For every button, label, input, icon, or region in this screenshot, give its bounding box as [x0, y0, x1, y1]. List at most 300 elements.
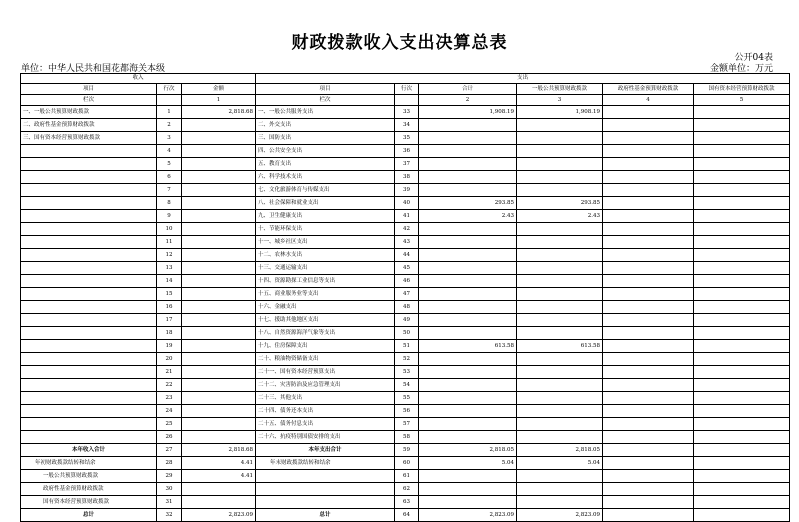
expense-state-capital	[694, 379, 790, 392]
expense-total	[419, 314, 517, 327]
income-line-no: 4	[157, 145, 182, 158]
income-item: 国有资本经营预算财政拨款	[21, 496, 157, 509]
table-row	[21, 392, 790, 405]
expense-item: 九、卫生健康支出	[256, 210, 395, 223]
expense-general-budget	[517, 496, 603, 509]
expense-general-budget: 2.43	[517, 210, 603, 223]
expense-general-budget	[517, 483, 603, 496]
expense-line-no: 36	[395, 145, 419, 158]
income-amount: 4.41	[182, 470, 256, 483]
income-amount	[182, 197, 256, 210]
income-line-no: 32	[157, 509, 182, 522]
income-item	[21, 210, 157, 223]
income-item	[21, 366, 157, 379]
income-amount	[182, 158, 256, 171]
income-amount	[182, 327, 256, 340]
income-item: 二、政府性基金预算财政拨款	[21, 119, 157, 132]
expense-state-capital	[694, 236, 790, 249]
income-item: 政府性基金预算财政拨款	[21, 483, 157, 496]
expense-item: 本年支出合计	[256, 444, 395, 457]
income-item	[21, 288, 157, 301]
expense-line-no: 46	[395, 275, 419, 288]
expense-general-budget	[517, 366, 603, 379]
expense-item: 十七、援助其他地区支出	[256, 314, 395, 327]
expense-gov-fund	[603, 496, 694, 509]
expense-total: 5.04	[419, 457, 517, 470]
income-line-no: 31	[157, 496, 182, 509]
income-line-no: 18	[157, 327, 182, 340]
expense-state-capital	[694, 314, 790, 327]
expense-item: 十三、交通运输支出	[256, 262, 395, 275]
expense-state-capital	[694, 223, 790, 236]
income-amount: 2,818.68	[182, 444, 256, 457]
income-line-no: 14	[157, 275, 182, 288]
income-amount	[182, 405, 256, 418]
expense-item: 二十五、债务付息支出	[256, 418, 395, 431]
expense-total	[419, 379, 517, 392]
general-budget-header: 一般公共预算财政拨款	[517, 84, 603, 95]
expense-general-budget	[517, 158, 603, 171]
table-row	[21, 249, 790, 262]
expense-general-budget	[517, 327, 603, 340]
expense-state-capital	[694, 145, 790, 158]
expense-general-budget	[517, 236, 603, 249]
expense-line-no: 42	[395, 223, 419, 236]
income-line-no: 17	[157, 314, 182, 327]
expense-gov-fund	[603, 275, 694, 288]
income-amount	[182, 210, 256, 223]
expense-total-header: 合计	[419, 84, 517, 95]
income-amount: 4.41	[182, 457, 256, 470]
expense-total	[419, 236, 517, 249]
expense-total	[419, 262, 517, 275]
income-line-no: 30	[157, 483, 182, 496]
expense-item: 十四、资源勘探工业信息等支出	[256, 275, 395, 288]
expense-line-no: 34	[395, 119, 419, 132]
expense-line-no: 43	[395, 236, 419, 249]
expense-gov-fund	[603, 236, 694, 249]
report-title: 财政拨款收入支出决算总表	[291, 33, 508, 53]
expense-line-no: 38	[395, 171, 419, 184]
expense-col-label: 栏次	[256, 95, 395, 106]
income-amount	[182, 288, 256, 301]
income-item: 一、一般公共预算财政拨款	[21, 106, 157, 119]
table-row	[21, 496, 790, 509]
expense-gov-fund	[603, 314, 694, 327]
expense-line-no: 63	[395, 496, 419, 509]
expense-general-budget	[517, 249, 603, 262]
expense-total	[419, 496, 517, 509]
expense-item: 四、公共安全支出	[256, 145, 395, 158]
expense-line-no: 41	[395, 210, 419, 223]
expense-state-capital	[694, 132, 790, 145]
income-line-no: 24	[157, 405, 182, 418]
table-row	[21, 314, 790, 327]
header-row-col-numbers	[21, 95, 790, 106]
expense-state-capital	[694, 210, 790, 223]
expense-line-no: 39	[395, 184, 419, 197]
expense-general-budget: 613.58	[517, 340, 603, 353]
income-amount	[182, 171, 256, 184]
expense-line-no: 44	[395, 249, 419, 262]
income-amount	[182, 184, 256, 197]
income-line-no: 13	[157, 262, 182, 275]
expense-col-4: 4	[603, 95, 694, 106]
expense-item: 十五、商业服务业等支出	[256, 288, 395, 301]
expense-state-capital	[694, 496, 790, 509]
expense-gov-fund	[603, 470, 694, 483]
expense-line-no: 53	[395, 366, 419, 379]
income-amount	[182, 236, 256, 249]
expense-state-capital	[694, 431, 790, 444]
header-row-group	[21, 74, 790, 84]
expense-item	[256, 483, 395, 496]
income-col-label: 栏次	[21, 95, 157, 106]
expense-line-no: 62	[395, 483, 419, 496]
expense-line-no: 60	[395, 457, 419, 470]
income-item	[21, 197, 157, 210]
expense-total	[419, 418, 517, 431]
expense-general-budget: 5.04	[517, 457, 603, 470]
expense-general-budget	[517, 275, 603, 288]
income-item	[21, 249, 157, 262]
income-line-header: 行次	[157, 84, 182, 95]
income-line-no: 16	[157, 301, 182, 314]
table-row	[21, 184, 790, 197]
expense-gov-fund	[603, 483, 694, 496]
expense-state-capital	[694, 327, 790, 340]
amount-unit: 金额单位：万元	[709, 64, 773, 74]
expense-total	[419, 249, 517, 262]
expense-total	[419, 431, 517, 444]
expense-col-3: 3	[517, 95, 603, 106]
expense-state-capital	[694, 444, 790, 457]
expense-line-no: 48	[395, 301, 419, 314]
expense-total	[419, 301, 517, 314]
expense-state-capital	[694, 197, 790, 210]
income-amount	[182, 262, 256, 275]
expense-gov-fund	[603, 158, 694, 171]
expense-total: 293.85	[419, 197, 517, 210]
expense-line-no: 54	[395, 379, 419, 392]
expense-general-budget	[517, 145, 603, 158]
expense-general-budget: 2,818.05	[517, 444, 603, 457]
expense-state-capital	[694, 366, 790, 379]
income-amount	[182, 431, 256, 444]
income-item	[21, 405, 157, 418]
expense-gov-fund	[603, 249, 694, 262]
income-item	[21, 379, 157, 392]
table-row	[21, 431, 790, 444]
income-line-no: 29	[157, 470, 182, 483]
income-line-no: 3	[157, 132, 182, 145]
income-amount: 2,823.09	[182, 509, 256, 522]
expense-item: 八、社会保障和就业支出	[256, 197, 395, 210]
income-amount	[182, 496, 256, 509]
expense-state-capital	[694, 106, 790, 119]
expense-header: 支出	[256, 74, 790, 84]
income-item	[21, 184, 157, 197]
expense-total	[419, 366, 517, 379]
expense-total: 613.58	[419, 340, 517, 353]
expense-item: 十一、城乡社区支出	[256, 236, 395, 249]
income-amount-header: 金额	[182, 84, 256, 95]
expense-line-no: 35	[395, 132, 419, 145]
summary-table	[20, 73, 790, 522]
income-item: 三、国有资本经营预算财政拨款	[21, 132, 157, 145]
expense-general-budget	[517, 470, 603, 483]
expense-line-no: 57	[395, 418, 419, 431]
expense-total: 2.43	[419, 210, 517, 223]
expense-item	[256, 470, 395, 483]
income-amount	[182, 132, 256, 145]
income-amount	[182, 301, 256, 314]
expense-gov-fund	[603, 379, 694, 392]
expense-line-no: 51	[395, 340, 419, 353]
income-amount	[182, 119, 256, 132]
expense-item: 一、一般公共服务支出	[256, 106, 395, 119]
expense-gov-fund	[603, 392, 694, 405]
expense-gov-fund	[603, 457, 694, 470]
expense-general-budget	[517, 132, 603, 145]
income-amount	[182, 418, 256, 431]
expense-gov-fund	[603, 132, 694, 145]
expense-item: 十八、自然资源海洋气象等支出	[256, 327, 395, 340]
income-col-1: 1	[182, 95, 256, 106]
table-row	[21, 366, 790, 379]
expense-item: 三、国防支出	[256, 132, 395, 145]
table-row	[21, 210, 790, 223]
expense-state-capital	[694, 509, 790, 522]
expense-state-capital	[694, 392, 790, 405]
expense-total: 2,818.05	[419, 444, 517, 457]
income-item	[21, 223, 157, 236]
expense-general-budget	[517, 171, 603, 184]
table-row	[21, 223, 790, 236]
income-line-no: 15	[157, 288, 182, 301]
expense-total	[419, 171, 517, 184]
expense-general-budget	[517, 431, 603, 444]
expense-total	[419, 119, 517, 132]
income-amount	[182, 353, 256, 366]
expense-line-no: 45	[395, 262, 419, 275]
expense-gov-fund	[603, 145, 694, 158]
expense-line-no: 50	[395, 327, 419, 340]
expense-general-budget	[517, 262, 603, 275]
state-capital-header: 国有资本经营预算财政拨款	[694, 84, 790, 95]
income-item	[21, 158, 157, 171]
expense-general-budget	[517, 353, 603, 366]
expense-gov-fund	[603, 340, 694, 353]
income-amount	[182, 379, 256, 392]
expense-total	[419, 353, 517, 366]
income-line-no: 2	[157, 119, 182, 132]
table-row	[21, 327, 790, 340]
expense-total	[419, 132, 517, 145]
expense-general-budget	[517, 184, 603, 197]
income-item	[21, 145, 157, 158]
expense-line-no: 49	[395, 314, 419, 327]
expense-state-capital	[694, 288, 790, 301]
income-line-no: 22	[157, 379, 182, 392]
expense-total: 1,908.19	[419, 106, 517, 119]
table-row	[21, 197, 790, 210]
income-item	[21, 301, 157, 314]
income-line-no: 26	[157, 431, 182, 444]
income-line-no: 23	[157, 392, 182, 405]
expense-item: 十二、农林水支出	[256, 249, 395, 262]
expense-general-budget	[517, 314, 603, 327]
table-row	[21, 457, 790, 470]
income-amount	[182, 314, 256, 327]
income-line-no: 20	[157, 353, 182, 366]
expense-gov-fund	[603, 301, 694, 314]
expense-item: 年末财政拨款结转和结余	[256, 457, 395, 470]
income-amount	[182, 249, 256, 262]
income-amount: 2,818.68	[182, 106, 256, 119]
expense-state-capital	[694, 158, 790, 171]
income-amount	[182, 366, 256, 379]
expense-general-budget	[517, 418, 603, 431]
income-item: 本年收入合计	[21, 444, 157, 457]
income-item	[21, 275, 157, 288]
expense-item: 二十、粮油物资储备支出	[256, 353, 395, 366]
income-line-no: 27	[157, 444, 182, 457]
expense-general-budget	[517, 223, 603, 236]
expense-gov-fund	[603, 509, 694, 522]
income-amount	[182, 275, 256, 288]
table-row	[21, 132, 790, 145]
income-line-no: 21	[157, 366, 182, 379]
form-code: 公开04表	[734, 53, 773, 63]
income-line-no: 5	[157, 158, 182, 171]
income-item: 一般公共预算财政拨款	[21, 470, 157, 483]
table-row	[21, 379, 790, 392]
expense-total	[419, 288, 517, 301]
expense-state-capital	[694, 340, 790, 353]
income-amount	[182, 483, 256, 496]
income-item	[21, 353, 157, 366]
expense-gov-fund	[603, 223, 694, 236]
expense-item: 十、节能环保支出	[256, 223, 395, 236]
expense-gov-fund	[603, 119, 694, 132]
expense-gov-fund	[603, 431, 694, 444]
expense-item: 二、外交支出	[256, 119, 395, 132]
table-row	[21, 275, 790, 288]
income-line-no: 28	[157, 457, 182, 470]
income-line-no: 8	[157, 197, 182, 210]
expense-total	[419, 145, 517, 158]
income-item	[21, 340, 157, 353]
expense-total	[419, 470, 517, 483]
expense-total	[419, 275, 517, 288]
expense-gov-fund	[603, 353, 694, 366]
expense-line-no: 59	[395, 444, 419, 457]
table-row	[21, 236, 790, 249]
table-row	[21, 119, 790, 132]
expense-state-capital	[694, 119, 790, 132]
table-row	[21, 353, 790, 366]
income-item: 年初财政拨款结转和结余	[21, 457, 157, 470]
income-item-header: 项目	[21, 84, 157, 95]
expense-line-header: 行次	[395, 84, 419, 95]
table-row	[21, 483, 790, 496]
expense-line-no: 40	[395, 197, 419, 210]
income-line-no: 11	[157, 236, 182, 249]
income-header: 收入	[21, 74, 256, 84]
expense-item: 二十二、灾害防治及应急管理支出	[256, 379, 395, 392]
income-amount	[182, 223, 256, 236]
income-line-no: 10	[157, 223, 182, 236]
expense-gov-fund	[603, 444, 694, 457]
expense-total	[419, 405, 517, 418]
expense-state-capital	[694, 353, 790, 366]
income-amount	[182, 145, 256, 158]
income-line-no: 7	[157, 184, 182, 197]
expense-general-budget	[517, 405, 603, 418]
expense-item	[256, 496, 395, 509]
gov-fund-header: 政府性基金预算财政拨款	[603, 84, 694, 95]
table-row	[21, 405, 790, 418]
expense-general-budget	[517, 392, 603, 405]
income-item: 总计	[21, 509, 157, 522]
expense-item: 二十一、国有资本经营预算支出	[256, 366, 395, 379]
expense-general-budget: 2,823.09	[517, 509, 603, 522]
income-item	[21, 418, 157, 431]
expense-general-budget: 293.85	[517, 197, 603, 210]
expense-col-5: 5	[694, 95, 790, 106]
expense-state-capital	[694, 275, 790, 288]
expense-state-capital	[694, 301, 790, 314]
table-row	[21, 158, 790, 171]
expense-line-no: 56	[395, 405, 419, 418]
table-row	[21, 288, 790, 301]
expense-total	[419, 327, 517, 340]
table-row	[21, 262, 790, 275]
expense-item-header: 项目	[256, 84, 395, 95]
expense-gov-fund	[603, 106, 694, 119]
income-line-no: 19	[157, 340, 182, 353]
expense-state-capital	[694, 457, 790, 470]
expense-item: 七、文化旅游体育与传媒支出	[256, 184, 395, 197]
expense-total	[419, 483, 517, 496]
expense-line-no: 58	[395, 431, 419, 444]
table-row	[21, 418, 790, 431]
expense-item: 十六、金融支出	[256, 301, 395, 314]
expense-line-no: 61	[395, 470, 419, 483]
expense-general-budget	[517, 301, 603, 314]
expense-item: 二十六、抗疫特别国债安排的支出	[256, 431, 395, 444]
reporting-unit: 单位：中华人民共和国花都海关本级	[21, 64, 166, 74]
expense-gov-fund	[603, 171, 694, 184]
table-row	[21, 145, 790, 158]
expense-item: 十九、住房保障支出	[256, 340, 395, 353]
income-line-no: 25	[157, 418, 182, 431]
table-row	[21, 340, 790, 353]
expense-line-no: 52	[395, 353, 419, 366]
expense-state-capital	[694, 483, 790, 496]
expense-gov-fund	[603, 184, 694, 197]
expense-general-budget	[517, 288, 603, 301]
expense-line-no: 37	[395, 158, 419, 171]
table-row	[21, 470, 790, 483]
expense-item: 二十三、其他支出	[256, 392, 395, 405]
expense-general-budget	[517, 119, 603, 132]
income-amount	[182, 340, 256, 353]
expense-gov-fund	[603, 366, 694, 379]
expense-line-no: 47	[395, 288, 419, 301]
income-item	[21, 236, 157, 249]
